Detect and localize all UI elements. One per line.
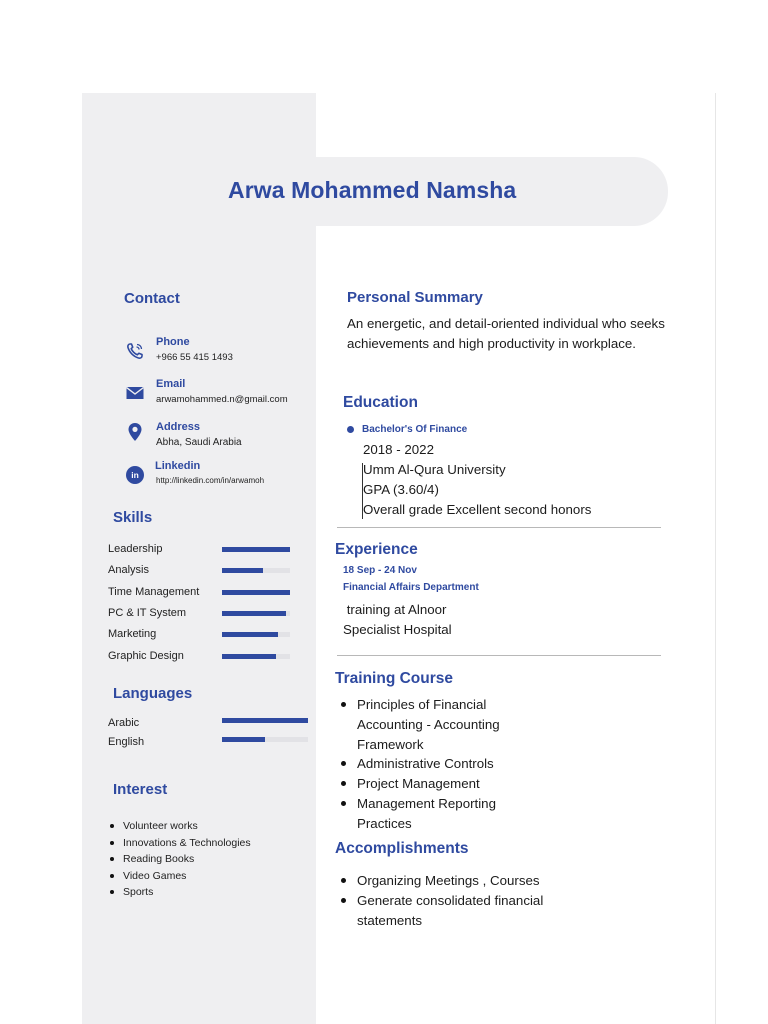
address-value: Abha, Saudi Arabia [156,437,242,448]
language-bar-fill [222,718,308,723]
experience-department: Financial Affairs Department [343,582,479,593]
language-bar [222,737,308,742]
section-divider [337,655,661,656]
education-university: Umm Al-Qura University [363,462,506,477]
skill-label: Marketing [108,628,157,640]
interest-item: Reading Books [108,851,251,868]
email-label: Email [156,378,186,390]
svg-text:in: in [131,470,139,481]
training-item: Administrative Controls [335,754,550,774]
interest-item: Sports [108,884,251,901]
linkedin-icon [125,465,145,485]
training-title: Training Course [335,670,453,687]
phone-value: +966 55 415 1493 [156,352,233,363]
skills-title: Skills [113,509,153,526]
interest-item: Volunteer works [108,818,251,835]
contact-title: Contact [124,290,180,307]
skill-bar [222,590,290,595]
accomplishment-item: Organizing Meetings , Courses [335,871,595,891]
education-years: 2018 - 2022 [363,442,434,457]
skill-bar [222,632,290,637]
accomplishments-list [335,871,595,930]
training-item: Principles of Financial Accounting - Accounting Framework [335,695,550,754]
skill-bar-fill [222,654,276,659]
skill-bar [222,654,290,659]
skill-label: Graphic Design [108,650,184,662]
skill-bar [222,568,290,573]
interest-title: Interest [113,781,168,798]
experience-line-1: training at Alnoor [343,602,447,617]
linkedin-value[interactable]: http://linkedin.com/in/arwamoh [156,476,265,485]
summary-text: An energetic, and detail-oriented individual who seeks achievements and high productivity in workplace. [347,316,665,351]
experience-dates: 18 Sep - 24 Nov [343,565,417,576]
section-divider [337,527,661,528]
training-item: Management Reporting Practices [335,794,550,834]
interest-item: Innovations & Technologies [108,835,251,852]
degree-title: Bachelor's Of Finance [362,424,468,435]
phone-label: Phone [156,336,190,348]
education-title: Education [343,394,418,411]
skill-bar-fill [222,611,286,616]
resume-name: Arwa Mohammed Namsha [228,177,517,203]
language-bar-fill [222,737,265,742]
summary-title: Personal Summary [347,289,483,306]
skill-bar-fill [222,632,278,637]
languages-title: Languages [113,685,193,702]
skill-bar-fill [222,568,263,573]
email-value[interactable]: arwamohammed.n@gmail.com [156,394,288,405]
language-bar [222,718,308,723]
skill-label: Analysis [108,564,149,576]
training-item: Project Management [335,774,550,794]
interest-list [108,818,251,901]
interest-item: Video Games [108,868,251,885]
education-grade: Overall grade Excellent second honors [363,502,592,517]
skill-bar [222,547,290,552]
location-pin-icon [125,422,145,442]
experience-line-2: Specialist Hospital [343,622,452,637]
timeline-dot [347,426,354,433]
skill-bar-fill [222,547,290,552]
language-label: Arabic [108,717,140,729]
training-list [335,695,550,834]
address-label: Address [156,421,201,433]
accomplishment-item: Generate consolidated financial statements [335,891,595,931]
skill-label: Leadership [108,543,163,555]
experience-title: Experience [335,541,418,558]
education-gpa: GPA (3.60/4) [363,482,439,497]
skill-label: Time Management [108,586,200,598]
page-edge [715,93,716,1024]
skill-bar [222,611,290,616]
email-icon [125,383,145,403]
skill-bar-fill [222,590,290,595]
accomplishments-title: Accomplishments [335,840,469,857]
linkedin-label: Linkedin [155,460,201,472]
phone-icon [125,341,145,361]
skill-label: PC & IT System [108,607,187,619]
language-label: English [108,736,145,748]
